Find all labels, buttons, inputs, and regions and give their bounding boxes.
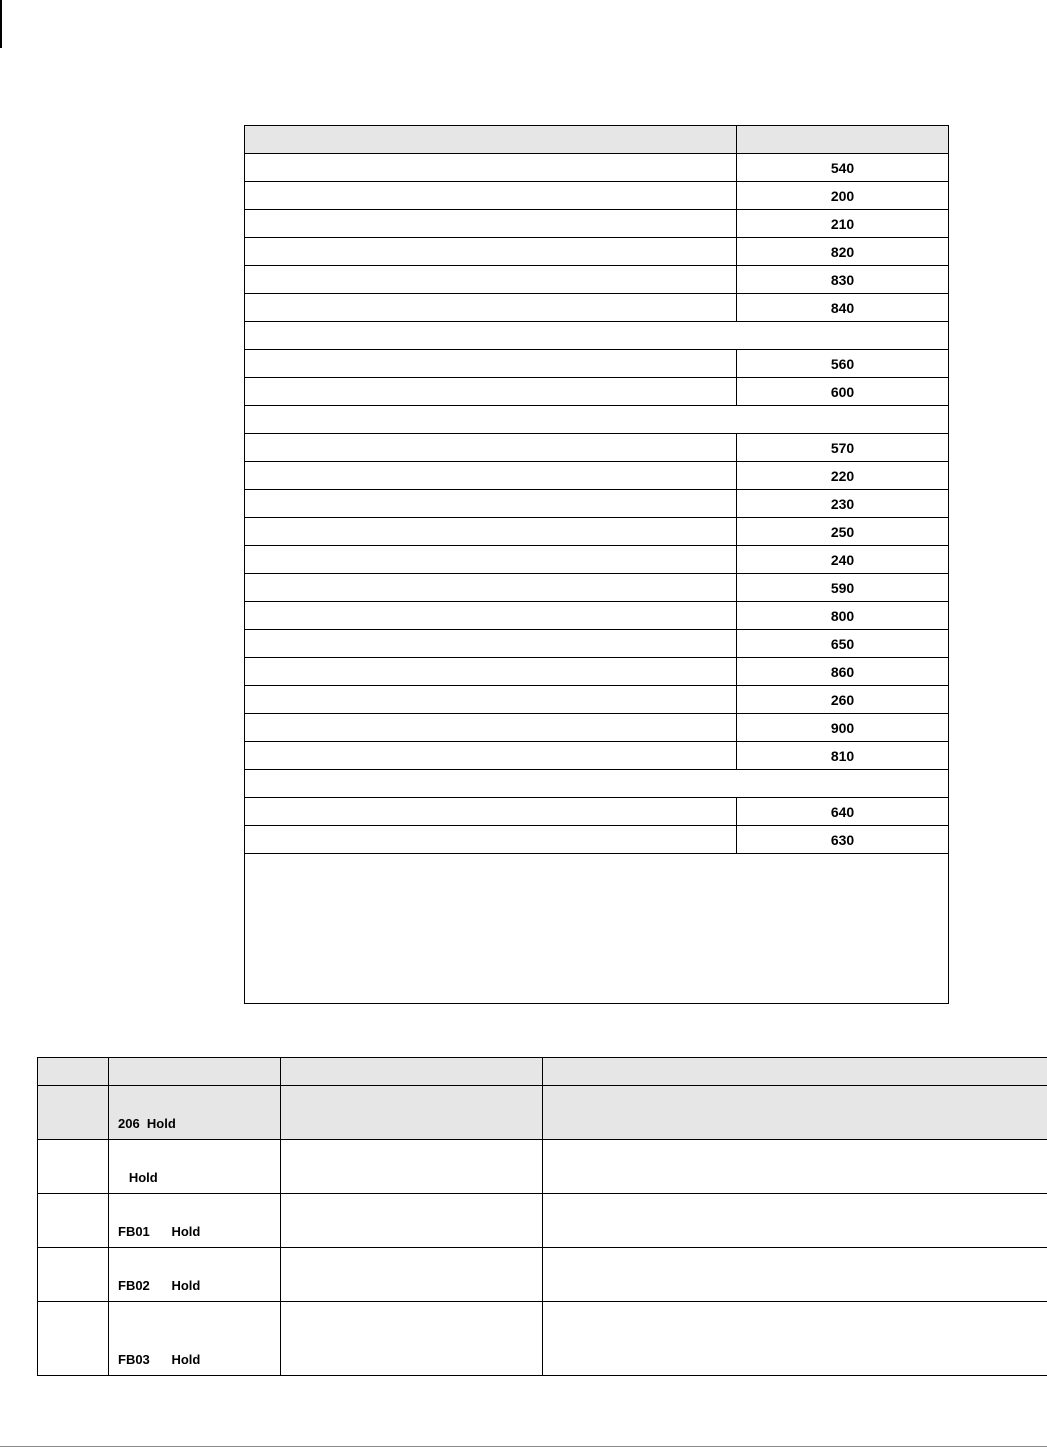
description-cell bbox=[245, 154, 737, 182]
key-cell: Hold bbox=[109, 1140, 281, 1194]
table-row bbox=[245, 462, 949, 490]
description-cell bbox=[543, 1302, 1047, 1376]
table-row bbox=[245, 798, 949, 826]
table-row bbox=[245, 630, 949, 658]
section-cell bbox=[245, 406, 949, 434]
code-cell: 640 bbox=[737, 798, 949, 826]
table-row bbox=[245, 434, 949, 462]
table-row bbox=[245, 686, 949, 714]
left-margin-rule bbox=[0, 0, 2, 48]
code-cell: 840 bbox=[737, 294, 949, 322]
description-cell bbox=[245, 546, 737, 574]
table-row bbox=[38, 1140, 1047, 1194]
description-cell bbox=[245, 378, 737, 406]
code-cell: 820 bbox=[737, 238, 949, 266]
description-cell bbox=[543, 1194, 1047, 1248]
table-row bbox=[245, 350, 949, 378]
table-row bbox=[245, 518, 949, 546]
key-cell: FB02 Hold bbox=[109, 1248, 281, 1302]
description-cell bbox=[245, 350, 737, 378]
code-table bbox=[244, 125, 949, 1004]
step-table-body bbox=[38, 1086, 1047, 1376]
code-cell: 560 bbox=[737, 350, 949, 378]
description-cell bbox=[245, 574, 737, 602]
header-description bbox=[543, 1058, 1047, 1086]
description-cell bbox=[245, 630, 737, 658]
table-row bbox=[38, 1194, 1047, 1248]
code-cell: 220 bbox=[737, 462, 949, 490]
table-row bbox=[245, 182, 949, 210]
description-cell bbox=[543, 1248, 1047, 1302]
header-step bbox=[38, 1058, 109, 1086]
description-cell bbox=[245, 238, 737, 266]
notes-cell bbox=[245, 854, 949, 1004]
code-cell: 830 bbox=[737, 266, 949, 294]
table-row bbox=[245, 714, 949, 742]
code-cell: 540 bbox=[737, 154, 949, 182]
description-cell bbox=[245, 602, 737, 630]
code-cell: 800 bbox=[737, 602, 949, 630]
description-cell bbox=[245, 798, 737, 826]
code-cell: 650 bbox=[737, 630, 949, 658]
code-cell: 200 bbox=[737, 182, 949, 210]
step-cell bbox=[38, 1248, 109, 1302]
section-row bbox=[245, 322, 949, 350]
table-row bbox=[38, 1248, 1047, 1302]
header-key bbox=[109, 1058, 281, 1086]
table-row bbox=[245, 294, 949, 322]
step-cell bbox=[38, 1302, 109, 1376]
description-cell bbox=[245, 182, 737, 210]
step-table bbox=[37, 1057, 1047, 1376]
code-cell: 230 bbox=[737, 490, 949, 518]
table-row bbox=[245, 602, 949, 630]
section-cell bbox=[245, 322, 949, 350]
description-cell bbox=[245, 434, 737, 462]
description-cell bbox=[245, 518, 737, 546]
description-cell bbox=[245, 462, 737, 490]
step-cell bbox=[38, 1194, 109, 1248]
description-cell bbox=[245, 826, 737, 854]
code-cell: 860 bbox=[737, 658, 949, 686]
description-cell bbox=[245, 714, 737, 742]
description-cell bbox=[245, 266, 737, 294]
code-cell: 810 bbox=[737, 742, 949, 770]
table-row bbox=[245, 210, 949, 238]
code-table-body bbox=[245, 154, 949, 1004]
code-cell: 240 bbox=[737, 546, 949, 574]
key-cell: FB01 Hold bbox=[109, 1194, 281, 1248]
display-cell bbox=[281, 1248, 543, 1302]
code-cell: 600 bbox=[737, 378, 949, 406]
key-cell: FB03 Hold bbox=[109, 1302, 281, 1376]
table-row bbox=[245, 378, 949, 406]
description-cell bbox=[245, 294, 737, 322]
section-cell bbox=[245, 770, 949, 798]
table-row bbox=[38, 1302, 1047, 1376]
section-row bbox=[245, 406, 949, 434]
code-cell: 590 bbox=[737, 574, 949, 602]
table-row bbox=[245, 574, 949, 602]
table-row bbox=[245, 742, 949, 770]
description-cell bbox=[245, 686, 737, 714]
table-row bbox=[245, 154, 949, 182]
display-cell bbox=[281, 1086, 543, 1140]
step-cell bbox=[38, 1140, 109, 1194]
table-row bbox=[245, 490, 949, 518]
description-cell bbox=[543, 1086, 1047, 1140]
header-description bbox=[245, 126, 737, 154]
table-row bbox=[245, 826, 949, 854]
display-cell bbox=[281, 1140, 543, 1194]
code-cell: 900 bbox=[737, 714, 949, 742]
header-code bbox=[737, 126, 949, 154]
description-cell bbox=[245, 490, 737, 518]
code-cell: 260 bbox=[737, 686, 949, 714]
header-display bbox=[281, 1058, 543, 1086]
code-table-header bbox=[245, 126, 949, 154]
display-cell bbox=[281, 1194, 543, 1248]
code-cell: 630 bbox=[737, 826, 949, 854]
section-row bbox=[245, 770, 949, 798]
step-table-header bbox=[38, 1058, 1047, 1086]
description-cell bbox=[245, 742, 737, 770]
table-row bbox=[245, 546, 949, 574]
table-row bbox=[38, 1086, 1047, 1140]
code-cell: 570 bbox=[737, 434, 949, 462]
table-row bbox=[245, 658, 949, 686]
notes-row bbox=[245, 854, 949, 1004]
description-cell bbox=[245, 210, 737, 238]
footer-rule bbox=[0, 1446, 1047, 1447]
table-row bbox=[245, 266, 949, 294]
description-cell bbox=[245, 658, 737, 686]
key-cell: 206 Hold bbox=[109, 1086, 281, 1140]
step-cell bbox=[38, 1086, 109, 1140]
code-cell: 250 bbox=[737, 518, 949, 546]
description-cell bbox=[543, 1140, 1047, 1194]
display-cell bbox=[281, 1302, 543, 1376]
code-cell: 210 bbox=[737, 210, 949, 238]
table-row bbox=[245, 238, 949, 266]
